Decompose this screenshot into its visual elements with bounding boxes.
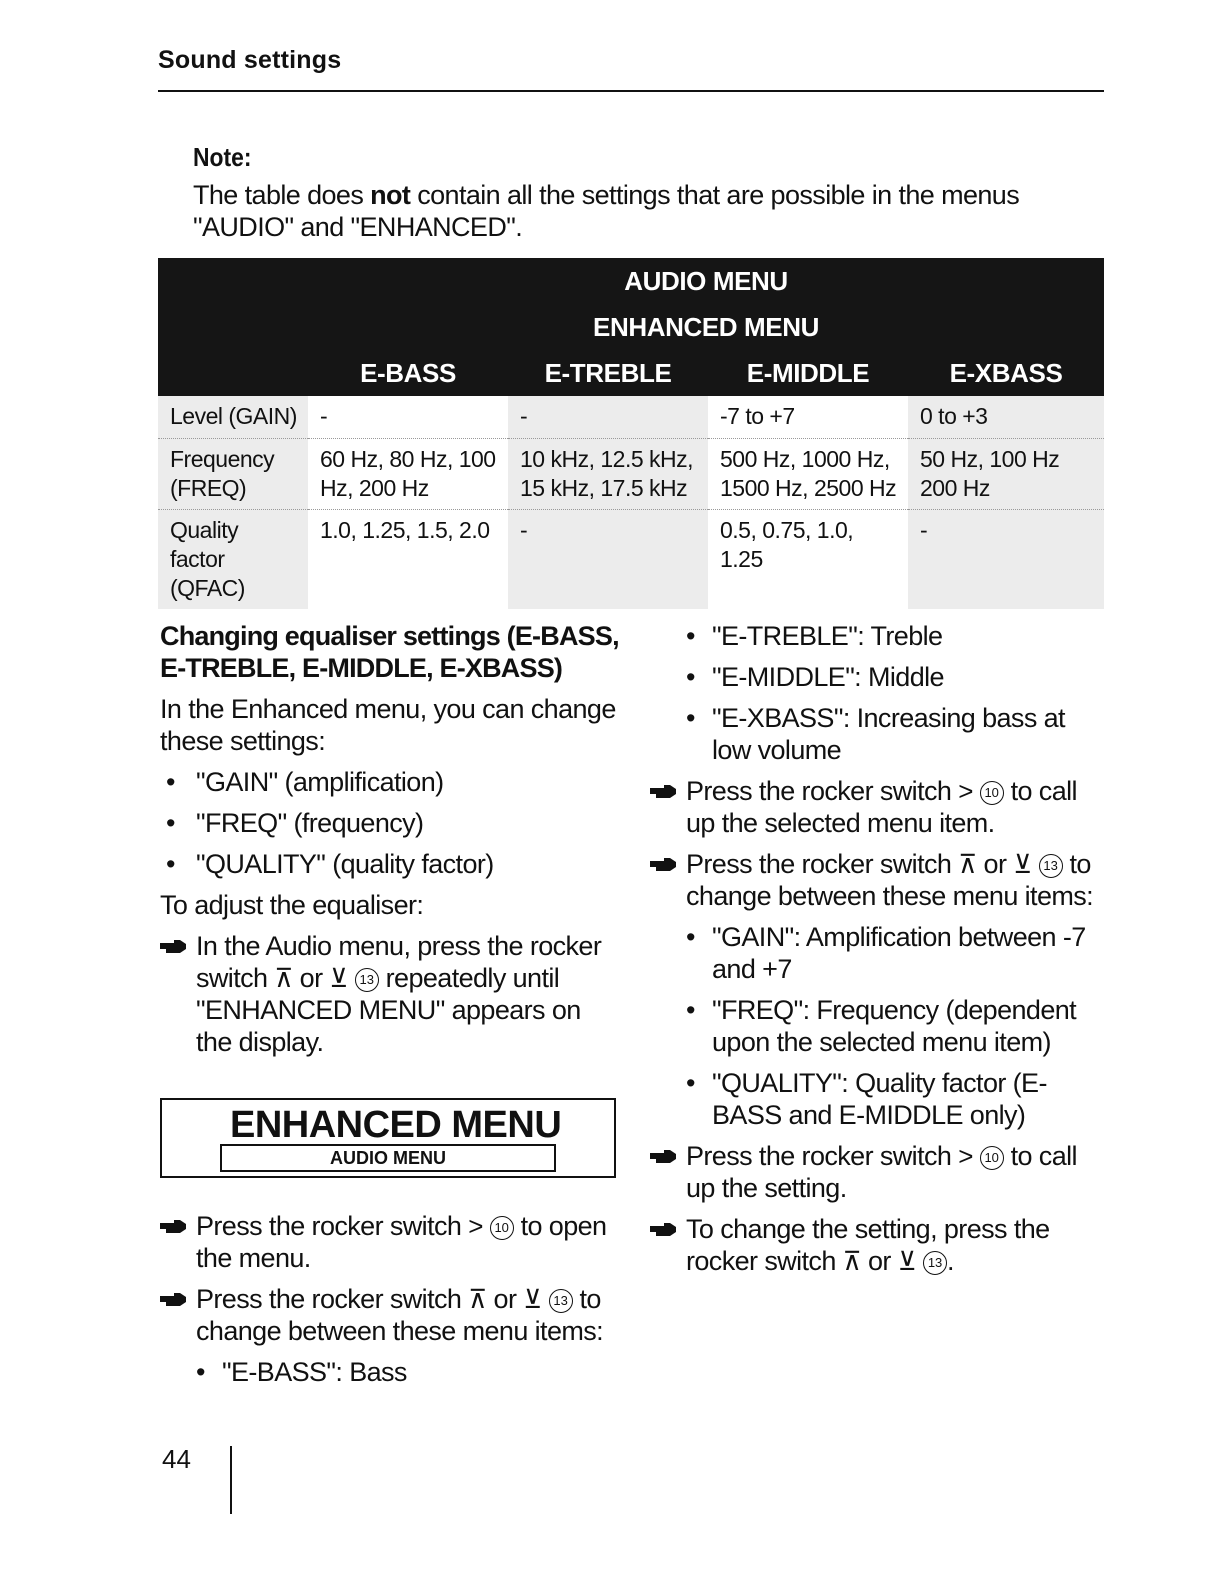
display-illustration [160,1098,616,1178]
step-text: to call up the setting. [686,1141,1077,1203]
arrow-down-icon: ⊻ [1013,849,1032,879]
instruction-step [650,848,1110,912]
section-heading: Changing equaliser settings (E-BASS, E-TREBLE, E-MIDDLE, E-XBASS) [160,621,619,683]
list-item-text: "FREQ": Frequency (dependent upon the selected menu item) [712,995,1077,1057]
arrow-up-icon: ⊼ [842,1246,862,1276]
pointing-hand-icon [160,1291,186,1307]
page-number-divider [230,1446,232,1514]
step-text: or [861,1246,898,1276]
pointing-hand-icon [160,938,186,954]
instruction-step [160,930,620,1058]
pointing-hand-icon [650,1148,676,1164]
page-header [158,44,1104,92]
button-number-badge: 10 [980,781,1004,805]
button-number-badge: 13 [355,968,379,992]
intro-text: In the Enhanced menu, you can change these settings: [160,694,616,756]
table-corner [158,350,308,396]
button-number-badge: 13 [1039,854,1063,878]
note-text-bold: not [370,180,411,210]
list-item: • "QUALITY": Quality factor (E-BASS and E-MIDDLE only) [686,1068,1047,1130]
enhanced-menu-header: ENHANCED MENU [158,304,1104,350]
step-text: to call up the selected menu item. [686,776,1077,838]
list-item-text: "E-XBASS": Increasing bass at low volume [712,703,1065,765]
right-column [650,620,1110,1277]
list-item-text: "E-TREBLE": Treble [712,621,943,651]
list-item-text: "QUALITY": Quality factor (E-BASS and E-MIDDLE only) [712,1068,1047,1130]
table-cell: 0.5, 0.75, 1.0, 1.25 [720,517,854,572]
table-cell: - [508,510,708,610]
button-number-badge: 10 [490,1216,514,1240]
page-number: 44 [162,1444,191,1474]
button-number-badge: 13 [549,1289,573,1313]
list-item: • "E-TREBLE": Treble [686,621,943,651]
step-text: Press the rocker switch [196,1284,469,1314]
step-text: or [292,963,330,993]
column-header: E-BASS [308,350,508,396]
table-cell: - [308,396,508,439]
table-row [158,439,1104,510]
arrow-right-icon: > [468,1211,483,1241]
note-title: Note: [193,142,252,172]
table-cell: 0 to +3 [908,396,1104,439]
display-sub-text: AUDIO MENU [220,1144,556,1172]
arrow-down-icon: ⊻ [523,1284,542,1314]
table-cell: - [908,510,1104,610]
instruction-step [160,1283,620,1347]
table-cell: 500 Hz, 1000 Hz, 1500 Hz, 2500 Hz [708,439,908,510]
step-text: or [976,849,1014,879]
note-text-part: The table does [193,180,371,210]
step-text: Press the rocker switch [686,776,959,806]
arrow-up-icon: ⊼ [958,849,977,879]
table-cell: 50 Hz, 100 Hz 200 Hz [908,439,1104,510]
column-header: E-MIDDLE [708,350,908,396]
list-item: • "E-BASS": Bass [196,1357,407,1387]
step-text: to change between these menu items: [686,849,1094,911]
list-item: • "E-XBASS": Increasing bass at low volume [686,703,1065,765]
list-item: • "FREQ": Frequency (dependent upon the selected menu item) [686,995,1077,1057]
list-item: • "GAIN" (amplification) [166,767,444,797]
list-item-text: "QUALITY" (quality factor) [196,849,494,879]
step-text: To change the setting, press the rocker switch [686,1214,1050,1276]
step-text: Press the rocker switch [686,849,959,879]
table-cell: 1.0, 1.25, 1.5, 2.0 [320,517,490,543]
arrow-right-icon: > [958,1141,973,1171]
adjust-text: To adjust the equaliser: [160,890,424,920]
list-item-text: "GAIN": Amplification between -7 and +7 [712,922,1086,984]
arrow-up-icon: ⊼ [274,963,293,993]
step-text: to change between these menu items: [196,1284,604,1346]
pointing-hand-icon [650,856,676,872]
table-row [158,510,1104,610]
instruction-step [650,775,1110,839]
page-title: Sound settings [158,46,342,74]
step-text: Press the rocker switch [686,1141,959,1171]
step-text: Press the rocker switch [196,1211,469,1241]
note-block [193,142,1108,243]
step-text: or [486,1284,524,1314]
step-text: to open the menu. [196,1211,607,1273]
step-text: In the Audio menu, press the rocker switch [196,931,602,993]
step-text: . [947,1246,954,1276]
list-item: • "QUALITY" (quality factor) [166,849,494,879]
list-item: • "FREQ" (frequency) [166,808,424,838]
table-row [158,396,1104,439]
instruction-step [650,1213,1110,1277]
arrow-down-icon: ⊻ [897,1246,917,1276]
step-text: repeatedly until "ENHANCED MENU" appears on the display. [196,963,581,1057]
table-cell: 60 Hz, 80 Hz, 100 Hz, 200 Hz [308,439,508,510]
list-item-text: "GAIN" (amplification) [196,767,444,797]
note-text-part: contain all the settings that are possible in the menus "AUDIO" and "ENHANCED". [193,180,1020,242]
table-cell: 10 kHz, 12.5 kHz, 15 kHz, 17.5 kHz [508,439,708,510]
table-cell: - [508,396,708,439]
row-label: Level (GAIN) [158,396,308,439]
arrow-down-icon: ⊻ [329,963,348,993]
arrow-up-icon: ⊼ [468,1284,487,1314]
audio-menu-header: AUDIO MENU [158,258,1104,304]
list-item: • "E-MIDDLE": Middle [686,662,944,692]
pointing-hand-icon [650,783,676,799]
pointing-hand-icon [160,1218,186,1234]
left-column [160,620,620,1388]
equaliser-table [158,258,1104,609]
row-label: Quality factor (QFAC) [158,510,308,610]
instruction-step [160,1210,620,1274]
row-label: Frequency (FREQ) [158,439,308,510]
arrow-right-icon: > [958,776,973,806]
display-main-text: ENHANCED MENU [230,1104,562,1146]
instruction-step [650,1140,1110,1204]
list-item-text: "E-MIDDLE": Middle [712,662,944,692]
column-header: E-XBASS [908,350,1104,396]
button-number-badge: 10 [980,1146,1004,1170]
list-item: • "GAIN": Amplification between -7 and +7 [686,922,1086,984]
pointing-hand-icon [650,1221,676,1237]
button-number-badge: 13 [923,1251,947,1275]
list-item-text: "E-BASS": Bass [222,1357,407,1387]
table-cell: -7 to +7 [708,396,908,439]
note-text [193,179,1108,243]
column-header: E-TREBLE [508,350,708,396]
list-item-text: "FREQ" (frequency) [196,808,424,838]
